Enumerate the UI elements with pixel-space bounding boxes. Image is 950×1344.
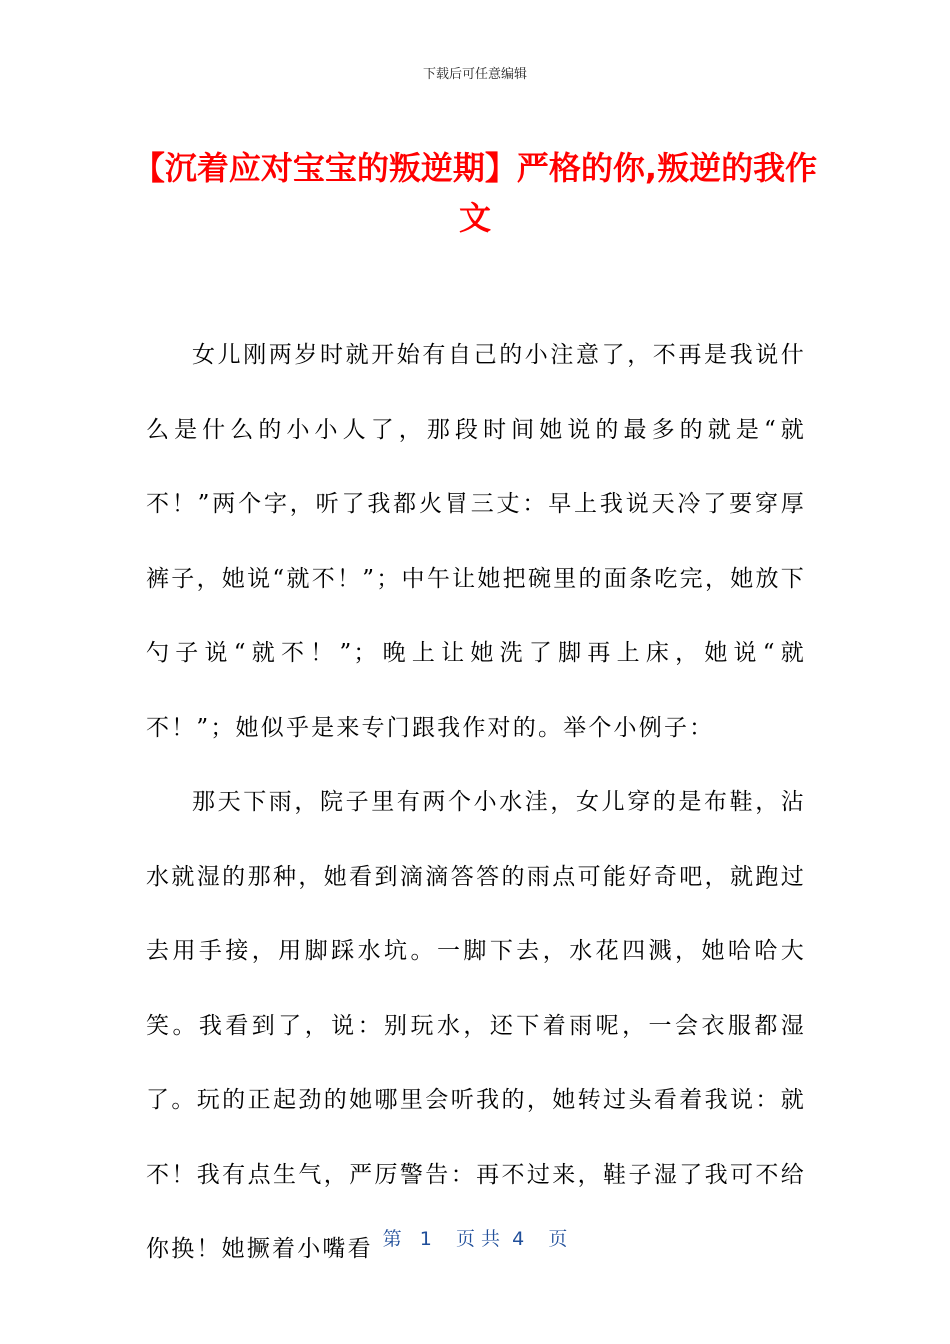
paragraph-2: 那天下雨，院子里有两个小水洼，女儿穿的是布鞋，沾水就湿的那种，她看到滴滴答答的雨点可能好奇吧，就跑过去用手接，用脚踩水坑。一脚下去，水花四溅，她哈哈大笑。我看到了，说：别玩水，还下着雨呢，一会衣服都湿了。玩的正起劲的她哪里会听我的，她转过头看着我说：就不！我有点生气，严厉警告：再不过来，鞋子湿了我可不给你换！她撅着小嘴看 — [146, 789, 806, 1262]
document-title: 【沉着应对宝宝的叛逆期】严格的你,叛逆的我作文 — [132, 149, 818, 237]
paragraph-1: 女儿刚两岁时就开始有自己的小注意了，不再是我说什么是什么的小小人了，那段时间她说的最多的就是“就不！”两个字，听了我都火冒三丈：早上我说天冷了要穿厚裤子，她说“就不！”；中午让她把碗里的面条吃完，她放下勺子说“就不！”；晚上让她洗了脚再上床，她说“就不！”；她似乎是来专门跟我作对的。举个小例子： — [146, 342, 806, 741]
document-body — [146, 318, 806, 1287]
header-note: 下载后可任意编辑 — [422, 67, 527, 82]
page-footer: 第 1 页 共 4 页 — [382, 1228, 568, 1250]
